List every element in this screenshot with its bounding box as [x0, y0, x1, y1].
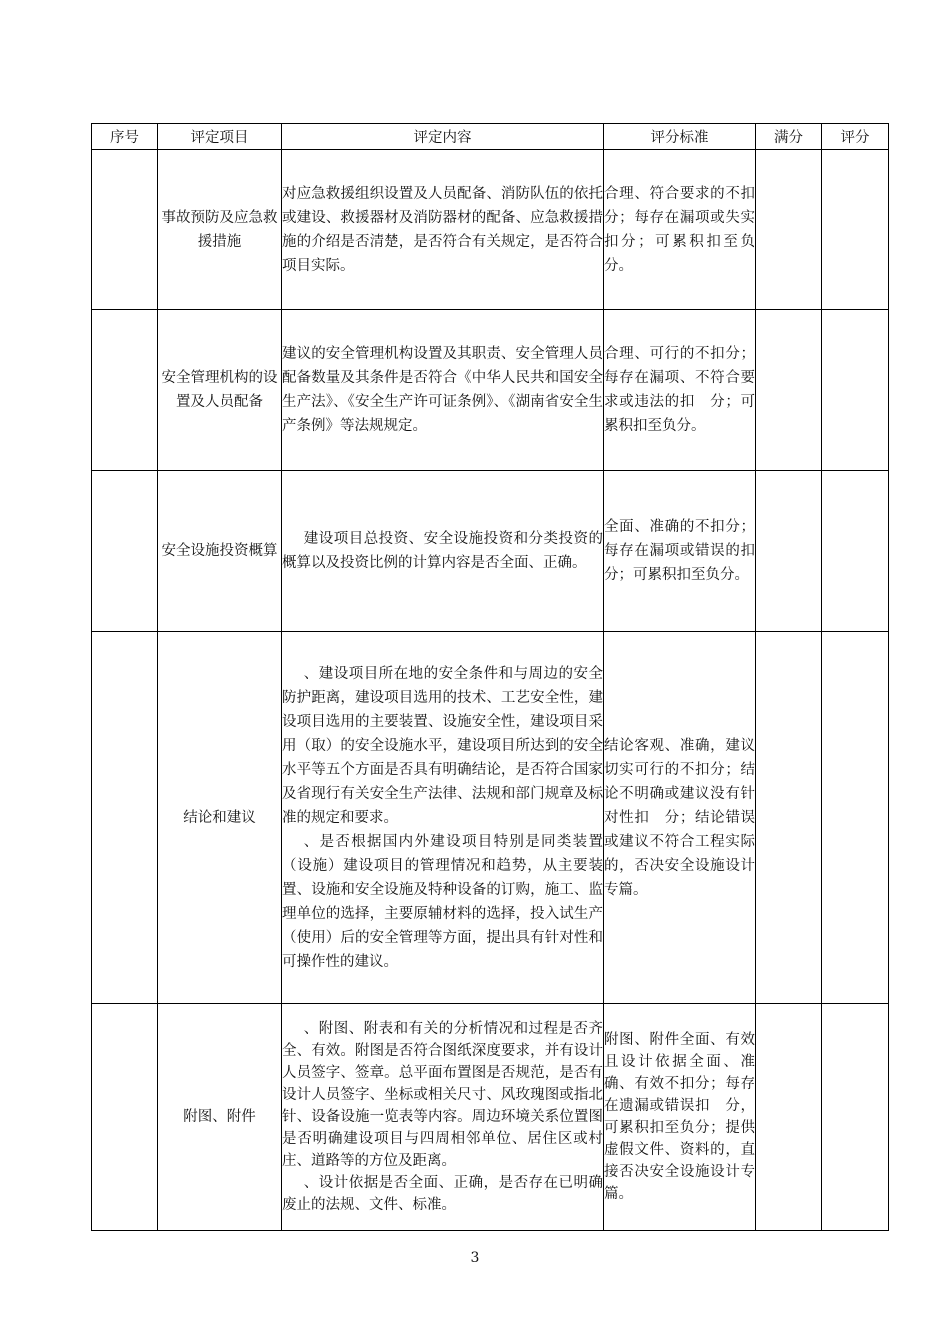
content-paragraph: 对应急救援组织设置及人员配备、消防队伍的依托或建设、救援器材及消防器材的配备、应急救援措施的介绍是否清楚，是否符合有关规定，是否符合项目实际。 — [282, 185, 603, 274]
cell-no — [92, 471, 158, 632]
table-row — [92, 1004, 889, 1231]
header-no: 序号 — [92, 124, 158, 150]
cell-full-score — [756, 310, 822, 471]
header-score: 评分 — [822, 124, 889, 150]
cell-content — [282, 632, 604, 1004]
cell-content — [282, 310, 604, 471]
content-paragraph: 建议的安全管理机构设置及其职责、安全管理人员配备数量及其条件是否符合《中华人民共和国安全生产法》、《安全生产许可证条例》、《湖南省安全生产条例》等法规规定。 — [282, 346, 603, 434]
cell-standard: 结论客观、准确，建议切实可行的不扣分；结论不明确或建议没有针对性扣 分；结论错误或建议不符合工程实际的，否决安全设施设计专篇。 — [604, 632, 756, 1004]
cell-standard: 合理、可行的不扣分；每存在漏项、不符合要求或违法的扣 分；可累积扣至负分。 — [604, 310, 756, 471]
table-row — [92, 632, 889, 1004]
cell-content — [282, 150, 604, 310]
table-row — [92, 150, 889, 310]
header-content: 评定内容 — [282, 124, 604, 150]
cell-score — [822, 150, 889, 310]
cell-item: 结论和建议 — [158, 632, 282, 1004]
evaluation-table — [91, 123, 889, 1231]
cell-score — [822, 1004, 889, 1231]
cell-no — [92, 632, 158, 1004]
cell-standard: 合理、符合要求的不扣分；每存在漏项或失实扣分；可累积扣至负分。 — [604, 150, 756, 310]
cell-no — [92, 310, 158, 471]
table-row — [92, 471, 889, 632]
cell-score — [822, 632, 889, 1004]
cell-item: 安全管理机构的设置及人员配备 — [158, 310, 282, 471]
header-item: 评定项目 — [158, 124, 282, 150]
cell-content — [282, 1004, 604, 1231]
header-full-score: 满分 — [756, 124, 822, 150]
cell-item: 安全设施投资概算 — [158, 471, 282, 632]
cell-no — [92, 1004, 158, 1231]
header-standard: 评分标准 — [604, 124, 756, 150]
cell-standard: 附图、附件全面、有效且设计依据全面、准确、有效不扣分；每存在遗漏或错误扣 分，可累积扣至负分；提供虚假文件、资料的，直接否决安全设施设计专篇。 — [604, 1004, 756, 1231]
page-number: 3 — [470, 1250, 480, 1266]
cell-score — [822, 471, 889, 632]
table-row — [92, 310, 889, 471]
content-paragraph: 、设计依据是否全面、正确，是否存在已明确废止的法规、文件、标准。 — [282, 1175, 603, 1213]
cell-item: 事故预防及应急救援措施 — [158, 150, 282, 310]
content-paragraph: 、建设项目所在地的安全条件和与周边的安全防护距离，建设项目选用的技术、工艺安全性，建设项目选用的主要装置、设施安全性，建设项目采用（取）的安全设施水平，建设项目所达到的安全水平等五个方面是否具有明确结论，是否符合国家及省现行有关安全生产法律、法规和部门规章及标准的规定和要求。 — [282, 665, 603, 826]
cell-full-score — [756, 632, 822, 1004]
content-paragraph: 建设项目总投资、安全设施投资和分类投资的概算以及投资比例的计算内容是否全面、正确。 — [282, 531, 603, 571]
cell-no — [92, 150, 158, 310]
cell-full-score — [756, 1004, 822, 1231]
content-paragraph: 、是否根据国内外建设项目特别是同类装置（设施）建设项目的管理情况和趋势，从主要装置、设施和安全设施及特种设备的订购，施工、监理单位的选择，主要原辅材料的选择，投入试生产（使用）后的安全管理等方面，提出具有针对性和可操作性的建议。 — [282, 833, 603, 970]
cell-full-score — [756, 150, 822, 310]
content-paragraph: 、附图、附表和有关的分析情况和过程是否齐全、有效。附图是否符合图纸深度要求，并有设计人员签字、签章。总平面布置图是否规范，是否有设计人员签字、坐标或相关尺寸、风玫瑰图或指北针、设备设施一览表等内容。周边环境关系位置图是否明确建设项目与四周相邻单位、居住区或村庄、道路等的方位及距离。 — [282, 1021, 603, 1169]
cell-standard: 全面、准确的不扣分；每存在漏项或错误的扣 分；可累积扣至负分。 — [604, 471, 756, 632]
cell-content — [282, 471, 604, 632]
cell-score — [822, 310, 889, 471]
table-header-row — [92, 124, 889, 150]
cell-item: 附图、附件 — [158, 1004, 282, 1231]
